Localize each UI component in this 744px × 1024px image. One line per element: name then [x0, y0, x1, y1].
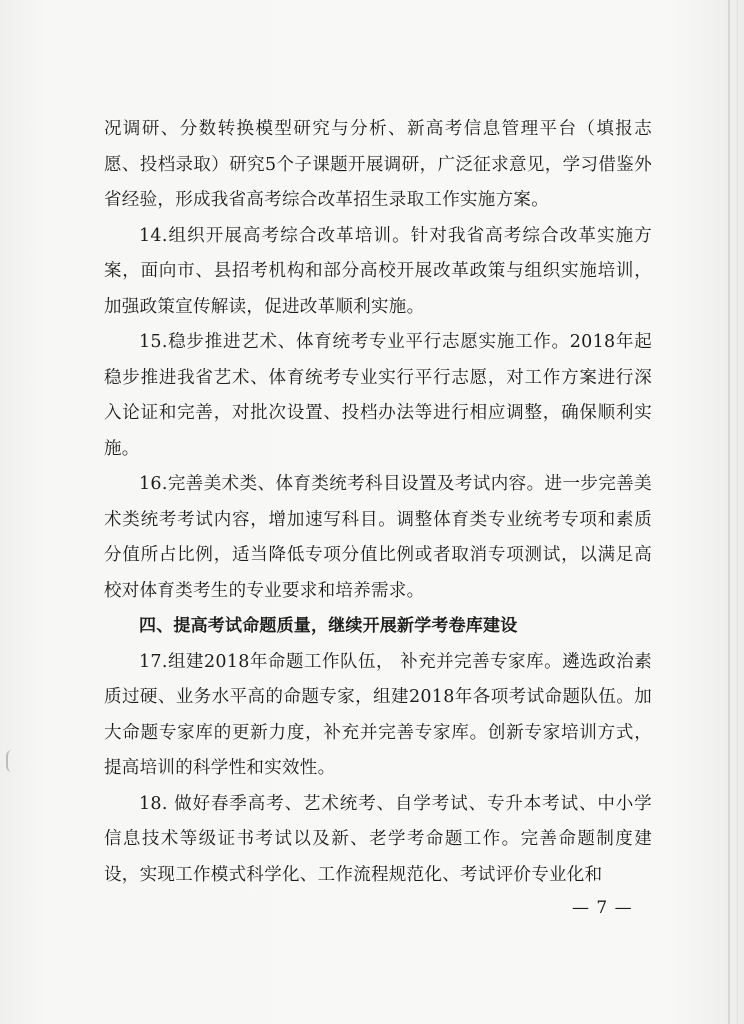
- page-number: — 7 —: [572, 898, 633, 918]
- scan-mark: [6, 750, 14, 772]
- paragraph-continued: 况调研、分数转换模型研究与分析、新高考信息管理平台（填报志愿、投档录取）研究5个子课题开展调研，广泛征求意见，学习借鉴外省经验，形成我省高考综合改革招生录取工作实施方案。: [104, 119, 652, 210]
- page-edge-line: [737, 0, 738, 1024]
- paragraph-item-14: 14.组织开展高考综合改革培训。针对我省高考综合改革实施方案，面向市、县招考机构和部分高校开展改革政策与组织实施培训，加强政策宣传解读，促进改革顺利实施。: [104, 225, 652, 317]
- document-body: [104, 112, 652, 893]
- paragraph-item-18: 18. 做好春季高考、艺术统考、自学考试、专升本考试、中小学信息技术等级证书考试以及新、老学考命题工作。完善命题制度建设，实现工作模式科学化、工作流程规范化、考试评价专业化和: [104, 793, 652, 885]
- paragraph-item-17: 17.组建2018年命题工作队伍， 补充并完善专家库。遴选政治素质过硬、业务水平高的命题专家，组建2018年各项考试命题队伍。加大命题专家库的更新力度，补充并完善专家库。创新专家培训方式，提高培训的科学性和实效性。: [104, 651, 652, 778]
- section-heading: 四、提高考试命题质量，继续开展新学考卷库建设: [139, 616, 518, 636]
- page-edge-shadow: [728, 0, 730, 1024]
- paragraph-item-15: 15.稳步推进艺术、体育统考专业平行志愿实施工作。2018年起稳步推进我省艺术、体育统考专业实行平行志愿，对工作方案进行深入论证和完善，对批次设置、投档办法等进行相应调整，确保顺利实施。: [104, 332, 652, 459]
- paragraph-item-16: 16.完善美术类、体育类统考科目设置及考试内容。进一步完善美术类统考考试内容，增加速写科目。调整体育类专业统考专项和素质分值所占比例，适当降低专项分值比例或者取消专项测试，以满足高校对体育类考生的专业要求和培养需求。: [104, 474, 652, 601]
